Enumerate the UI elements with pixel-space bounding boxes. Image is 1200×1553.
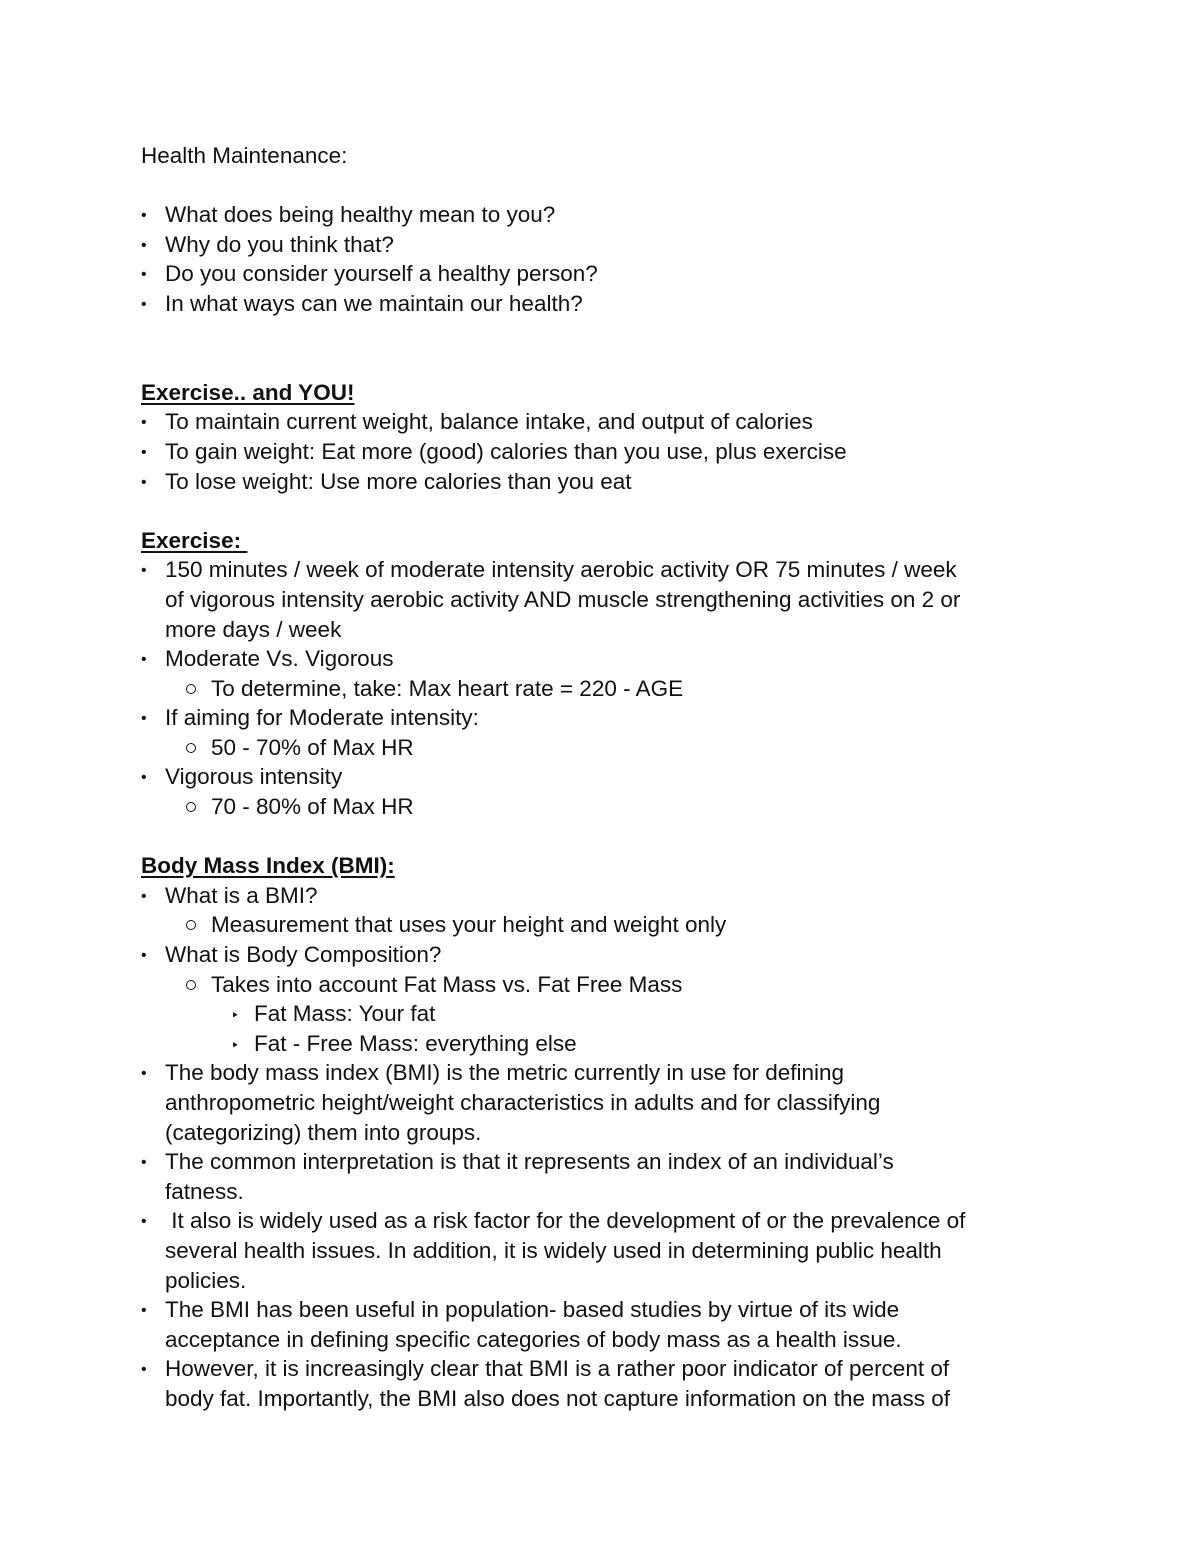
list-item-text: What is a BMI? xyxy=(165,882,318,908)
sub-list-item-text: 70 - 80% of Max HR xyxy=(211,794,414,820)
list-item xyxy=(141,555,1071,585)
bullet-icon: • xyxy=(141,443,147,461)
list-item xyxy=(141,1206,1071,1236)
sub-sub-list-item-text: Fat - Free Mass: everything else xyxy=(254,1030,577,1056)
list-item-text: Why do you think that? xyxy=(165,231,394,257)
bullet-icon: • xyxy=(141,473,147,491)
circle-bullet-icon xyxy=(186,802,196,812)
sub-list-item-text: 50 - 70% of Max HR xyxy=(211,734,414,760)
list-item-continuation: policies. xyxy=(165,1267,247,1293)
circle-bullet-icon xyxy=(186,743,196,753)
list-item-text: The BMI has been useful in population- based studies by virtue of its wide xyxy=(165,1297,900,1323)
list-item-text: To gain weight: Eat more (good) calories than you use, plus exercise xyxy=(165,438,847,464)
bullet-icon: • xyxy=(141,1213,147,1231)
sub-sub-list-item xyxy=(141,999,1071,1029)
sub-list-item xyxy=(141,970,1071,1000)
sub-sub-list-item xyxy=(141,1029,1071,1059)
list-item-continuation: acceptance in defining specific categories of body mass as a health issue. xyxy=(165,1326,902,1352)
triangle-bullet-icon: ‣ xyxy=(231,1007,240,1024)
bullet-icon: • xyxy=(141,295,147,313)
list-item xyxy=(141,407,1071,437)
list-item-text: It also is widely used as a risk factor for the development of or the prevalence of xyxy=(165,1208,966,1234)
sub-list-item xyxy=(141,733,1071,763)
spacer xyxy=(141,496,1071,526)
bullet-icon: • xyxy=(141,414,147,432)
bullet-icon: • xyxy=(141,710,147,728)
spacer xyxy=(141,319,1071,349)
circle-bullet-icon xyxy=(186,920,196,930)
list-item-text: Vigorous intensity xyxy=(165,764,343,790)
list-item xyxy=(141,1354,1071,1384)
list-item xyxy=(141,289,1071,319)
list-item-continuation: of vigorous intensity aerobic activity AND muscle strengthening activities on 2 or xyxy=(165,586,961,612)
section-heading-bmi: Body Mass Index (BMI): xyxy=(141,853,395,879)
list-item xyxy=(141,762,1071,792)
bullet-icon: • xyxy=(141,651,147,669)
sub-list-item-text: Takes into account Fat Mass vs. Fat Free Mass xyxy=(211,971,683,997)
sub-list-item-text: Measurement that uses your height and weight only xyxy=(211,912,727,938)
list-item-continuation: more days / week xyxy=(165,616,342,642)
list-item xyxy=(141,1058,1071,1088)
triangle-bullet-icon: ‣ xyxy=(231,1036,240,1053)
spacer xyxy=(141,348,1071,378)
list-item-continuation: several health issues. In addition, it is widely used in determining public health xyxy=(165,1237,942,1263)
spacer xyxy=(141,171,1071,201)
list-item-text: Moderate Vs. Vigorous xyxy=(165,646,394,672)
list-item-text: To maintain current weight, balance intake, and output of calories xyxy=(165,409,813,435)
list-item xyxy=(141,1295,1071,1325)
page-title: Health Maintenance: xyxy=(141,143,348,168)
spacer xyxy=(141,822,1071,852)
bullet-icon: • xyxy=(141,1065,147,1083)
list-item xyxy=(141,703,1071,733)
bullet-icon: • xyxy=(141,562,147,580)
list-item-text: Do you consider yourself a healthy person? xyxy=(165,261,598,287)
list-item xyxy=(141,230,1071,260)
list-item-text: 150 minutes / week of moderate intensity aerobic activity OR 75 minutes / week xyxy=(165,557,957,583)
sub-list-item xyxy=(141,674,1071,704)
sub-sub-list-item-text: Fat Mass: Your fat xyxy=(254,1001,436,1027)
list-item-text: The common interpretation is that it represents an index of an individual’s xyxy=(165,1149,894,1175)
sub-list-item-text: To determine, take: Max heart rate = 220 - AGE xyxy=(211,675,684,701)
circle-bullet-icon xyxy=(186,684,196,694)
bullet-icon: • xyxy=(141,236,147,254)
list-item xyxy=(141,644,1071,674)
list-item-continuation: (categorizing) them into groups. xyxy=(165,1119,482,1145)
list-item-text: The body mass index (BMI) is the metric currently in use for defining xyxy=(165,1060,845,1086)
list-item xyxy=(141,437,1071,467)
list-item xyxy=(141,259,1071,289)
bullet-icon: • xyxy=(141,266,147,284)
document-text xyxy=(141,141,1071,1414)
list-item-continuation: body fat. Importantly, the BMI also does not capture information on the mass of xyxy=(165,1385,950,1411)
bullet-icon: • xyxy=(141,769,147,787)
heading-text: Exercise: xyxy=(141,527,248,553)
list-item xyxy=(141,940,1071,970)
list-item xyxy=(141,881,1071,911)
bullet-icon: • xyxy=(141,887,147,905)
list-item-text: In what ways can we maintain our health? xyxy=(165,290,583,316)
list-item-continuation: fatness. xyxy=(165,1178,244,1204)
list-item xyxy=(141,467,1071,497)
list-item-text: What is Body Composition? xyxy=(165,942,442,968)
list-item xyxy=(141,200,1071,230)
list-item-continuation: anthropometric height/weight characteristics in adults and for classifying xyxy=(165,1090,881,1115)
bullet-icon: • xyxy=(141,1154,147,1172)
sub-list-item xyxy=(141,910,1071,940)
list-item xyxy=(141,1147,1071,1177)
bullet-icon: • xyxy=(141,1302,147,1320)
section-heading-exercise-you: Exercise.. and YOU! xyxy=(141,379,355,405)
bullet-icon: • xyxy=(141,207,147,225)
section-heading-exercise xyxy=(141,526,1071,556)
bullet-icon: • xyxy=(141,947,147,965)
list-item-text: If aiming for Moderate intensity: xyxy=(165,705,479,731)
circle-bullet-icon xyxy=(186,980,196,990)
list-item-text: What does being healthy mean to you? xyxy=(165,202,556,228)
list-item-text: However, it is increasingly clear that BMI is a rather poor indicator of percent of xyxy=(165,1356,950,1382)
list-item-text: To lose weight: Use more calories than you eat xyxy=(165,468,632,494)
sub-list-item xyxy=(141,792,1071,822)
bullet-icon: • xyxy=(141,1361,147,1379)
